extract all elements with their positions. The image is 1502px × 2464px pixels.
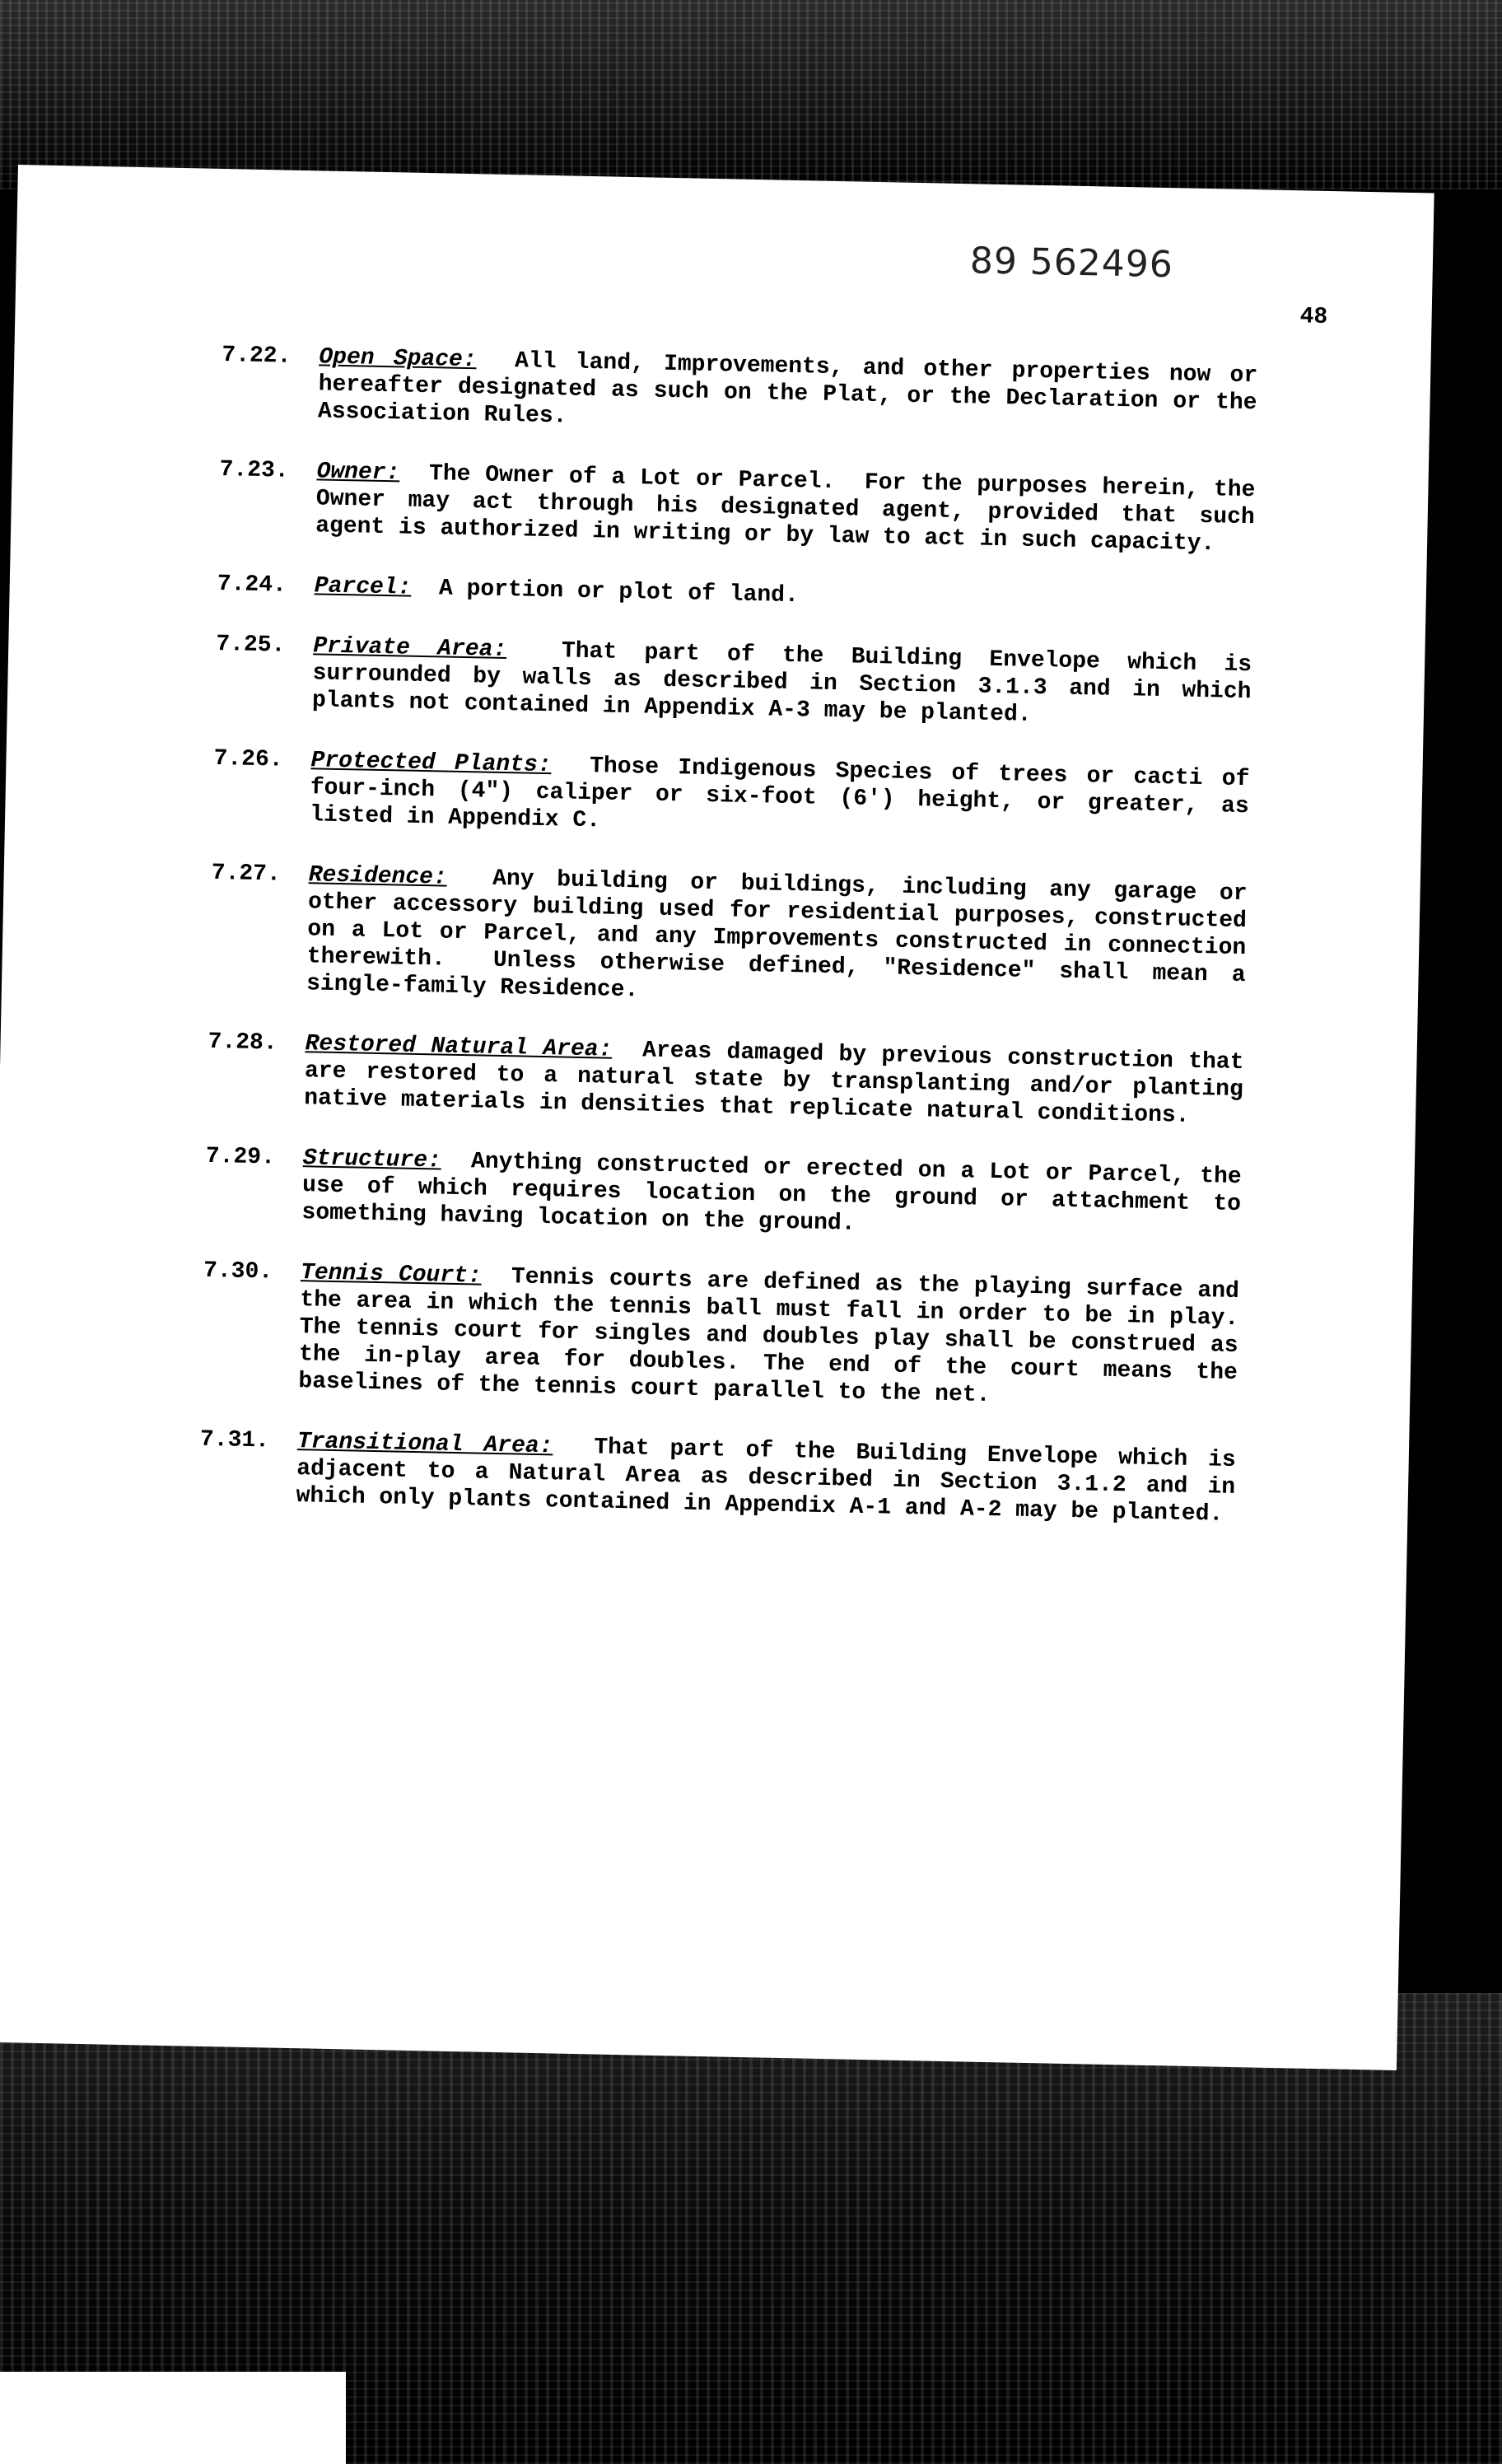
definition-7-26: [213, 745, 1264, 847]
definition-7-29: [205, 1143, 1256, 1245]
defined-term: Transitional Area:: [296, 1429, 553, 1460]
definition-text: That part of the Building Envelope which is adjacent to a Natural Area as described in Section 3.1.2 and in which only plants contained in Appendix A-1 and A-2 may be planted.: [296, 1434, 1250, 1528]
definition-text: All land, Improvements, and other properties now or hereafter designated as such on the Plat, or the Declaration or the Association Rules.: [317, 348, 1272, 430]
definition-7-23: [219, 456, 1270, 558]
section-number: 7.27.: [211, 860, 282, 888]
defined-term: Private Area:: [313, 633, 507, 664]
definition-7-24: [217, 571, 1252, 618]
page-number: 48: [1299, 304, 1328, 330]
definition-7-30: [203, 1258, 1267, 1414]
document-page: [0, 165, 1434, 2070]
definition-text: That part of the Building Envelope which is surrounded by walls as described in Section 3.1.3 and in which plants not contained in Appendix A-3 may be planted.: [311, 637, 1266, 728]
definition-text: A portion or plot of land.: [411, 575, 800, 609]
document-number: 89 562496: [969, 240, 1174, 287]
section-number: 7.26.: [213, 745, 283, 773]
definitions-list: [199, 343, 1272, 1561]
section-number: 7.31.: [199, 1426, 270, 1454]
defined-term: Residence:: [308, 862, 448, 891]
defined-term: Owner:: [316, 459, 400, 487]
definition-text: Those Indigenous Species of trees or cacti of four-inch (4") caliper or six-foot (6') height, or greater, as listed in Appendix C.: [309, 753, 1264, 834]
defined-term: Tennis Court:: [300, 1260, 483, 1290]
definition-7-31: [199, 1426, 1250, 1528]
definition-text: Tennis courts are defined as the playing surface and the area in which the tennis ball must fall in order to be in play. The tennis court for singles and doubles play shall be construed as the in-play area for doubles. The end of the court means the baselines of the tennis court parallel to the net.: [298, 1263, 1267, 1408]
section-number: 7.25.: [216, 631, 286, 659]
definition-text: The Owner of a Lot or Parcel. For the purposes herein, the Owner may act through his designated agent, provided that such agent is authorized in writing or by law to act in such capacity.: [315, 460, 1270, 558]
section-number: 7.24.: [217, 571, 287, 599]
scan-noise-top: [0, 0, 1502, 189]
defined-term: Parcel:: [314, 573, 412, 601]
definition-7-28: [208, 1029, 1258, 1131]
definition-text: Any building or buildings, including any garage or other accessory building used for residential purposes, constructed on a Lot or Parcel, and any Improvements constructed in connection therewith. Unless otherwise defined, "Residence" shall mean a single-family Residence.: [306, 865, 1262, 1004]
section-number: 7.22.: [222, 343, 292, 370]
definition-text: Areas damaged by previous construction that are restored to a natural state by transplanting and/or planting native materials in densities that replicate natural conditions.: [304, 1037, 1258, 1129]
defined-term: Structure:: [302, 1146, 442, 1174]
definition-7-22: [222, 343, 1272, 444]
section-number: 7.23.: [219, 456, 289, 484]
section-number: 7.30.: [203, 1258, 273, 1286]
defined-term: Protected Plants:: [310, 748, 552, 779]
definition-text: Anything constructed or erected on a Lot or Parcel, the use of which requires location on the ground or attachment to something having location on the ground.: [301, 1148, 1256, 1237]
defined-term: Open Space:: [319, 344, 477, 374]
defined-term: Restored Natural Area:: [305, 1031, 613, 1063]
section-number: 7.28.: [208, 1029, 278, 1057]
definition-7-27: [211, 860, 1262, 1016]
definition-7-25: [216, 631, 1266, 733]
section-number: 7.29.: [205, 1143, 276, 1171]
scan-corner: [0, 2372, 346, 2464]
